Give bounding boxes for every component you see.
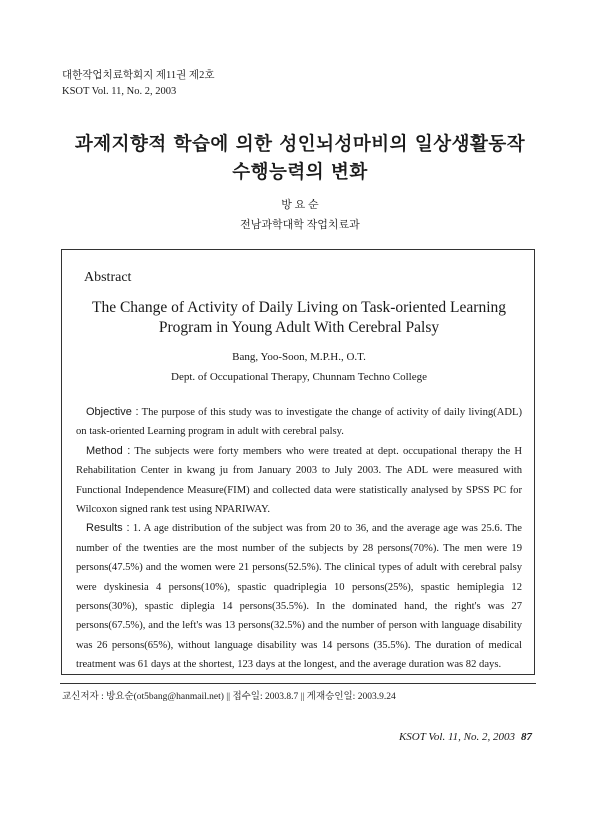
journal-name-english: KSOT Vol. 11, No. 2, 2003 xyxy=(62,86,177,97)
method-label: Method : xyxy=(86,444,131,457)
objective-text: The purpose of this study was to investigate the change of activity of daily living(ADL) on task-oriented Learning program in adult with cerebral palsy. xyxy=(76,407,522,438)
abstract-title-line-2: Program in Young Adult With Cerebral Palsy xyxy=(158,319,440,336)
affiliation-korean: 전남과학대학 작업치료과 xyxy=(240,219,360,231)
footer-journal: KSOT Vol. 11, No. 2, 2003 xyxy=(398,731,515,743)
abstract-title-line-1: The Change of Activity of Daily Living on Task-oriented Learning xyxy=(91,299,506,316)
journal-header xyxy=(62,68,214,100)
title-line-1: 과제지향적 학습에 의한 성인뇌성마비의 일상생활동작 xyxy=(74,134,526,155)
page-footer xyxy=(399,731,532,743)
abstract-heading: Abstract xyxy=(84,270,132,285)
page-number: 87 xyxy=(521,731,532,743)
footnote-divider xyxy=(60,683,536,684)
abstract-box xyxy=(61,249,535,675)
paper-title-korean xyxy=(0,131,600,187)
method-text: The subjects were forty members who were treated at dept. occupational therapy the H Rehabilitation Center in kwang ju from January 2003 to July 2003. The ADL were measured with Functional Independence Measure(FIM) and collected data were statistically analysed by SPSS PC for Wilcoxon signed rank test using NPARIWAY. xyxy=(76,445,522,516)
abstract-author: Bang, Yoo-Soon, M.P.H., O.T. xyxy=(232,351,366,363)
objective-label: Objective : xyxy=(86,406,139,418)
journal-name-korean: 대한작업치료학회지 제11권 제2호 xyxy=(62,70,215,81)
abstract-affiliation: Dept. of Occupational Therapy, Chunnam Techno College xyxy=(171,371,427,383)
results-text: 1. A age distribution of the subject was from 20 to 36, and the average age was 25.6. The number of the twenties are the most number of the subjects by 28 persons(70%). The men were 19 persons(47.5%) and the women were 21 persons(52.5%). The clinical types of adult with cerebral palsy were dyskinesia 4 persons(10%), spastic quadriplegia 10 persons(25%), spastic hemiplegia 12 persons(30%), spastic diplegia 14 persons(35.5%). In the dominated hand, the right's was 27 persons(67.5%), and the left's was 13 persons(32.5%) and the number of person with language disability was 26 persons(65%), without language disability was 14 persons (35.5%). The duration of medical treatment was 61 days at the shortest, 123 days at the longest, and the average duration was 82 days. xyxy=(76,523,523,671)
author-korean: 방 요 순 xyxy=(281,199,319,211)
method-paragraph xyxy=(76,442,522,520)
results-label: Results : xyxy=(86,522,130,535)
title-line-2: 수행능력의 변화 xyxy=(232,162,368,183)
objective-paragraph xyxy=(76,403,522,442)
abstract-title xyxy=(62,298,536,338)
abstract-body xyxy=(76,403,522,675)
corresponding-author-footnote: 교신저자 : 방요순(ot5bang@hanmail.net) || 접수일: 2003.8.7 || 게재승인일: 2003.9.24 xyxy=(62,692,396,702)
results-paragraph xyxy=(76,519,522,674)
